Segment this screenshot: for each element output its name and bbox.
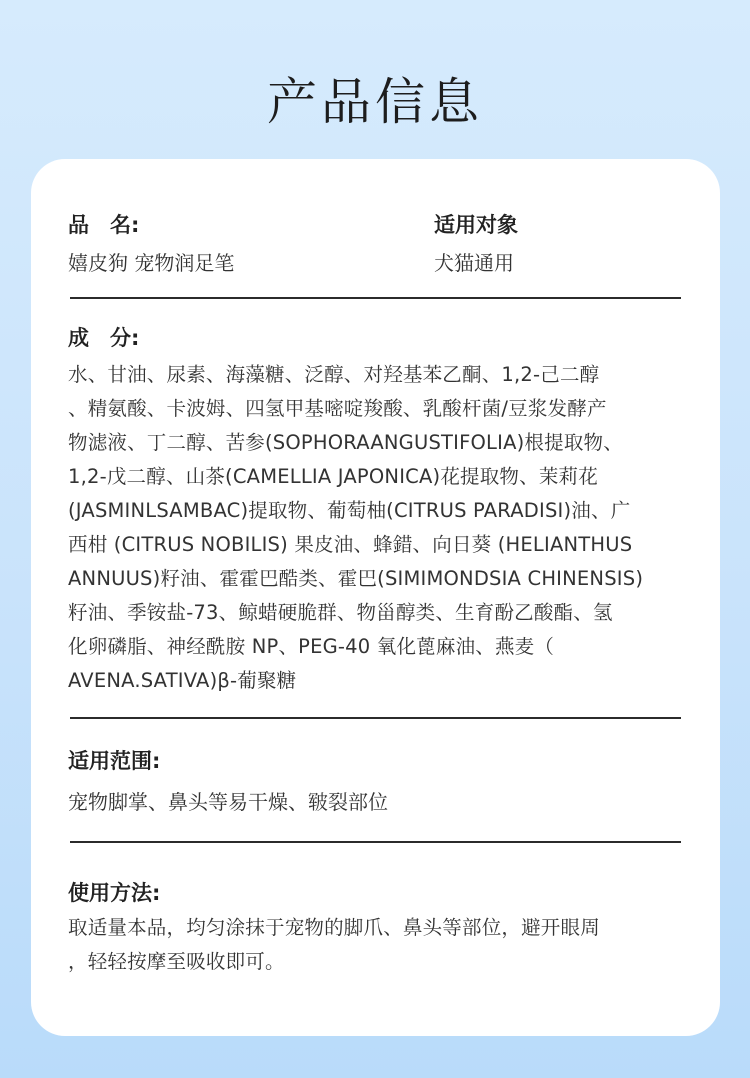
divider-3 [70, 841, 681, 843]
product-name-label: 品 名: [68, 213, 140, 237]
scope-value: 宠物脚掌、鼻头等易干燥、皲裂部位 [68, 790, 388, 814]
usage-line: ，轻轻按摩至吸收即可。 [68, 950, 285, 973]
divider-1 [70, 297, 681, 299]
target-value: 犬猫通用 [434, 251, 514, 275]
divider-2 [70, 717, 681, 719]
ingredients-line: 物滤液、丁二醇、苦参(SOPHORAANGUSTIFOLIA)根提取物、 [68, 431, 623, 454]
target-label: 适用对象 [434, 213, 518, 237]
product-name-value: 嬉皮狗 宠物润足笔 [68, 251, 235, 275]
usage-line: 取适量本品，均匀涂抹于宠物的脚爪、鼻头等部位，避开眼周 [68, 916, 600, 939]
scope-label: 适用范围: [68, 749, 161, 773]
page-title: 产品信息 [267, 73, 483, 131]
ingredients-label: 成 分: [68, 326, 140, 350]
ingredients-line: 1,2-戊二醇、山茶(CAMELLIA JAPONICA)花提取物、茉莉花 [68, 465, 598, 488]
ingredients-line: 化卵磷脂、神经酰胺 NP、PEG-40 氧化蓖麻油、燕麦（ [68, 635, 555, 658]
ingredients-line: 籽油、季铵盐-73、鲸蜡硬脆群、物甾醇类、生育酚乙酸酯、氢 [68, 601, 613, 624]
ingredients-line: ANNUUS)籽油、霍霍巴酷类、霍巴(SIMIMONDSIA CHINENSIS) [68, 567, 644, 590]
ingredients-line: 、精氨酸、卡波姆、四氢甲基嘧啶羧酸、乳酸杆菌/豆浆发酵产 [68, 397, 607, 420]
usage-label: 使用方法: [68, 881, 161, 905]
ingredients-line: (JASMINLSAMBAC)提取物、葡萄柚(CITRUS PARADISI)油、广 [68, 499, 631, 522]
ingredients-text [68, 358, 688, 698]
ingredients-line: 西柑 (CITRUS NOBILIS) 果皮油、蜂錯、向日葵 (HELIANTHUS [68, 533, 633, 556]
ingredients-line: 水、甘油、尿素、海藻糖、泛醇、对羟基苯乙酮、1,2-己二醇 [68, 363, 600, 386]
ingredients-line: AVENA.SATIVA)β-葡聚糖 [68, 669, 297, 692]
usage-text [68, 911, 688, 979]
product-info-card [31, 159, 720, 1036]
